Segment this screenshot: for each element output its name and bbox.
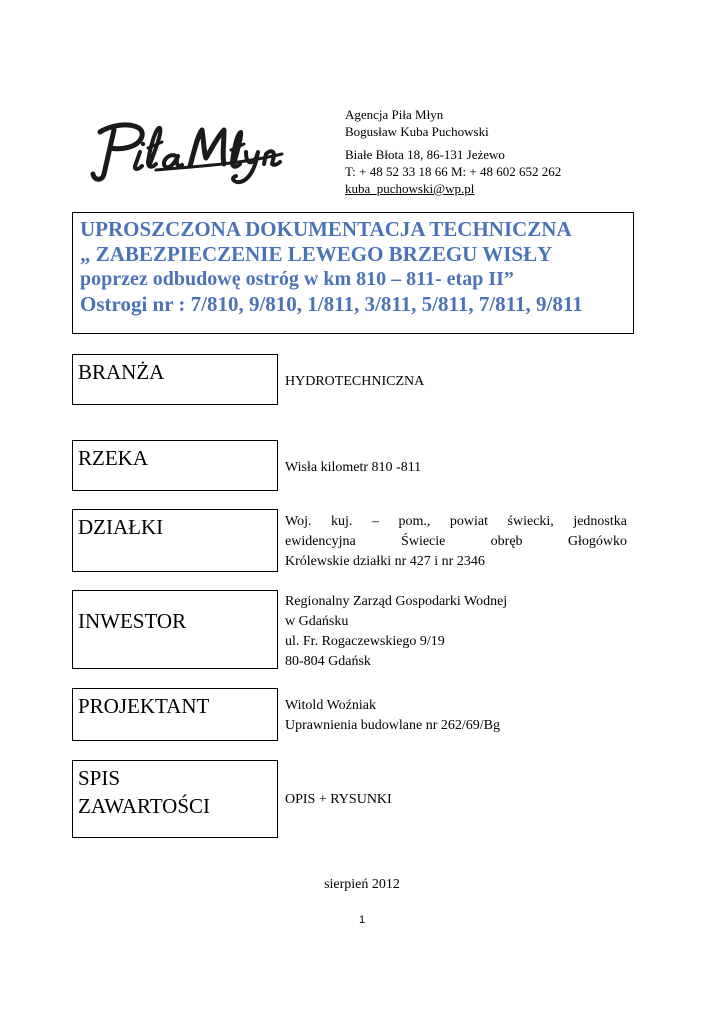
pila-mlyn-logo <box>90 118 285 190</box>
contact-address: Białe Błota 18, 86-131 Jeżewo <box>345 147 505 162</box>
inwestor-line-2: w Gdańsku <box>285 614 349 629</box>
page-number: 1 <box>358 914 366 926</box>
label-rzeka-text: RZEKA <box>78 446 148 470</box>
agency-name: Agencja Piła Młyn <box>345 107 444 122</box>
contact-person: Bogusław Kuba Puchowski <box>345 124 489 139</box>
title-line-4: Ostrogi nr : 7/810, 9/810, 1/811, 3/811, 5/811, 7/811, 9/811 <box>80 292 583 316</box>
value-dzialki <box>285 512 627 572</box>
title-line-2: „ ZABEZPIECZENIE LEWEGO BRZEGU WISŁY <box>80 242 553 266</box>
title-line-3: poprzez odbudowę ostróg w km 810 – 811- etap II” <box>80 268 514 290</box>
title-line-1: UPROSZCZONA DOKUMENTACJA TECHNICZNA <box>80 217 572 241</box>
label-spis-line-2: ZAWARTOŚCI <box>78 794 211 818</box>
contact-email[interactable]: kuba_puchowski@wp.pl <box>345 181 475 196</box>
label-rzeka <box>72 440 278 491</box>
contact-phone: T: + 48 52 33 18 66 M: + 48 602 652 262 <box>345 164 562 179</box>
projektant-line-1: Witold Woźniak <box>285 698 376 713</box>
value-spis: OPIS + RYSUNKI <box>285 792 392 807</box>
value-inwestor <box>285 592 627 672</box>
label-dzialki-text: DZIAŁKI <box>78 515 164 539</box>
label-inwestor-text: INWESTOR <box>78 609 187 633</box>
value-rzeka: Wisła kilometr 810 -811 <box>285 460 422 475</box>
document-date: sierpień 2012 <box>324 877 400 892</box>
inwestor-line-4: 80-804 Gdańsk <box>285 654 371 669</box>
inwestor-line-3: ul. Fr. Rogaczewskiego 9/19 <box>285 634 445 649</box>
label-projektant-text: PROJEKTANT <box>78 694 210 718</box>
label-branza <box>72 354 278 405</box>
inwestor-line-1: Regionalny Zarząd Gospodarki Wodnej <box>285 594 508 609</box>
projektant-line-2: Uprawnienia budowlane nr 262/69/Bg <box>285 718 501 733</box>
value-projektant <box>285 696 627 736</box>
label-branza-text: BRANŻA <box>78 360 165 384</box>
contact-block <box>345 106 645 197</box>
label-projektant <box>72 688 278 741</box>
label-dzialki <box>72 509 278 572</box>
dzialki-line-2: ewidencyjna Świecie obręb Głogówko <box>285 534 627 549</box>
label-spis-line-1: SPIS <box>78 766 121 790</box>
document-title-box <box>72 212 634 334</box>
value-branza: HYDROTECHNICZNA <box>285 374 425 389</box>
label-spis <box>72 760 278 838</box>
label-inwestor <box>72 590 278 669</box>
dzialki-line-1: Woj. kuj. – pom., powiat świecki, jednostka <box>285 514 627 529</box>
dzialki-line-3: Królewskie działki nr 427 i nr 2346 <box>285 554 485 569</box>
